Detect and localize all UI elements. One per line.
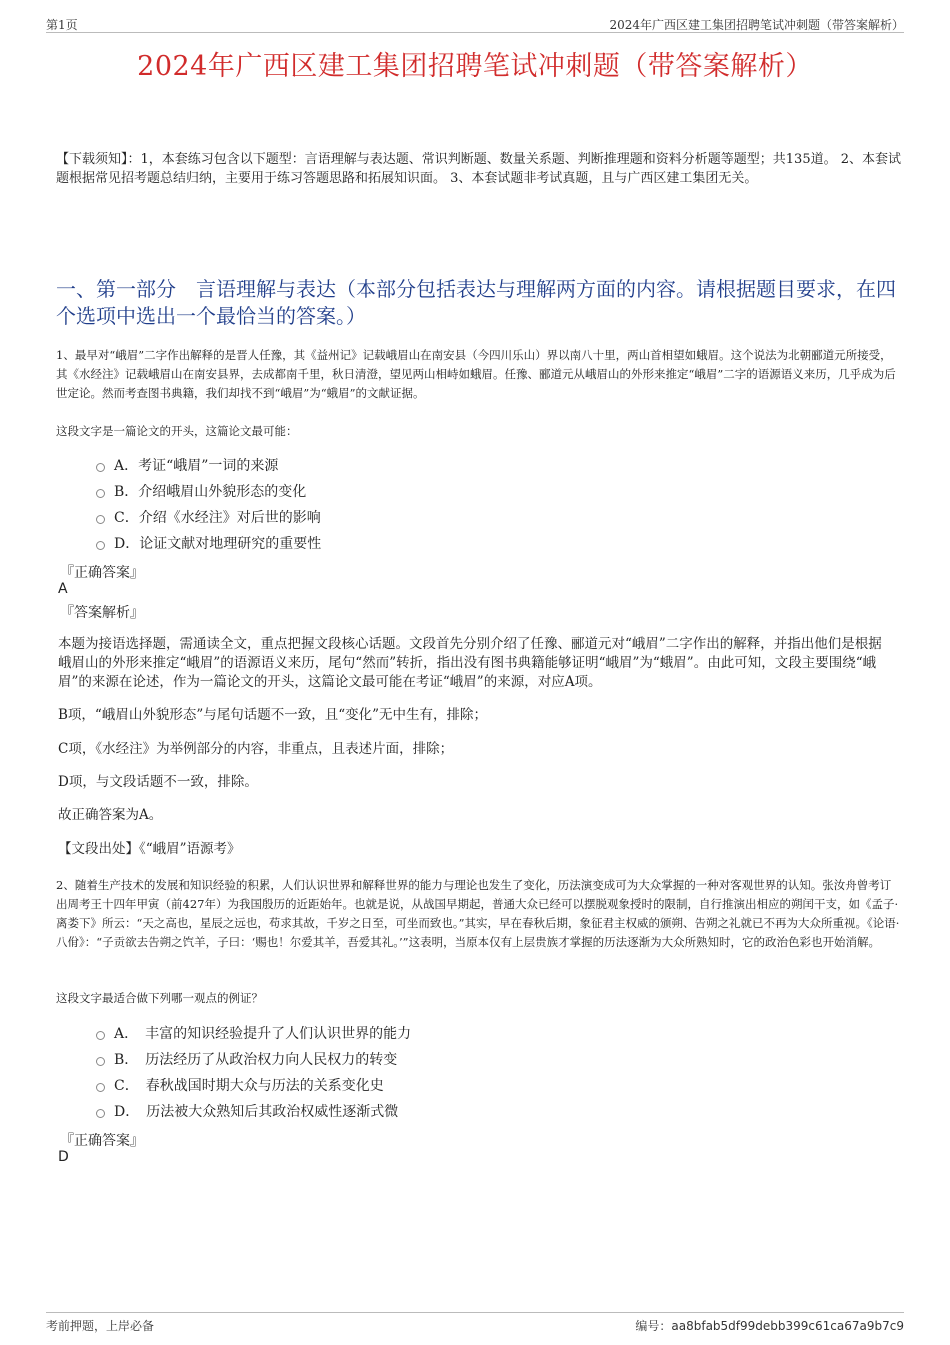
- question-1-prompt: 这段文字是一篇论文的开头，这篇论文最可能：: [56, 424, 298, 438]
- option-b[interactable]: B．介绍峨眉山外貌形态的变化: [96, 478, 321, 504]
- page-title: 2024年广西区建工集团招聘笔试冲刺题（带答案解析）: [137, 51, 813, 82]
- radio-icon[interactable]: [96, 1057, 105, 1066]
- radio-icon[interactable]: [96, 1083, 105, 1092]
- radio-icon[interactable]: [96, 515, 105, 524]
- radio-icon[interactable]: [96, 463, 105, 472]
- analysis-option-d: D项，与文段话题不一致，排除。: [58, 774, 258, 790]
- footer-code: 编号：aa8bfab5df99debb399c61ca67a9b7c9: [635, 1319, 904, 1333]
- page-header: [46, 14, 904, 33]
- footer-slogan: 考前押题，上岸必备: [46, 1319, 155, 1333]
- option-d[interactable]: D．论证文献对地理研究的重要性: [96, 530, 321, 556]
- radio-icon[interactable]: [96, 541, 105, 550]
- analysis-label: 『答案解析』: [60, 605, 144, 621]
- page-number: 第1页: [46, 18, 78, 32]
- option-a[interactable]: A．考证“峨眉”一词的来源: [96, 452, 321, 478]
- question-2-prompt: 这段文字最适合做下列哪一观点的例证？: [56, 991, 263, 1005]
- download-notice: 【下载须知】：1，本套练习包含以下题型：言语理解与表达题、常识判断题、数量关系题、判断推理题和资料分析题等题型；共135道。 2、本套试题根据常见招考题总结归纳，主要用于练习答题思路和拓展知识面。 3、本套试题非考试真题，且与广西区建工集团无关。: [56, 152, 901, 186]
- option-a[interactable]: A． 丰富的知识经验提升了人们认识世界的能力: [96, 1020, 411, 1046]
- option-d[interactable]: D． 历法被大众熟知后其政治权威性逐渐式微: [96, 1098, 411, 1124]
- header-doc-title: 2024年广西区建工集团招聘笔试冲刺题（带答案解析）: [609, 18, 904, 32]
- question-2-options: [96, 1020, 411, 1124]
- question-1-text: 1、最早对“峨眉”二字作出解释的是晋人任豫，其《益州记》记载峨眉山在南安县（今四川乐山）界以南八十里，两山首相望如蛾眉。这个说法为北朝郦道元所接受，其《水经注》记载峨眉山在南安县界，去成都南千里，秋日清澄，望见两山相峙如蛾眉。任豫、郦道元从峨眉山的外形来推定“峨眉”二字的语源语义来历，几乎成为后世定论。然而考查图书典籍，我们却找不到“峨眉”为“蛾眉”的文献证据。: [56, 348, 896, 400]
- source-citation: 【文段出处】《“峨眉”语源考》: [58, 841, 241, 857]
- analysis-paragraph: 本题为接语选择题，需通读全文，重点把握文段核心话题。文段首先分别介绍了任豫、郦道元对“峨眉”二字作出的解释，并指出他们是根据峨眉山的外形来推定“峨眉”的语源语义来历，尾句“然而”转折，指出没有图书典籍能够证明“峨眉”为“蛾眉”。由此可知，文段主要围绕“峨眉”的来源在论述，作为一篇论文的开头，这篇论文最可能在考证“峨眉”的来源，对应A项。: [58, 636, 882, 690]
- option-c[interactable]: C． 春秋战国时期大众与历法的关系变化史: [96, 1072, 411, 1098]
- radio-icon[interactable]: [96, 489, 105, 498]
- radio-icon[interactable]: [96, 1109, 105, 1118]
- option-b[interactable]: B． 历法经历了从政治权力向人民权力的转变: [96, 1046, 411, 1072]
- answer-value: A: [58, 581, 68, 597]
- question-1-options: [96, 452, 321, 556]
- option-c[interactable]: C．介绍《水经注》对后世的影响: [96, 504, 321, 530]
- analysis-option-c: C项，《水经注》为举例部分的内容，非重点，且表述片面，排除；: [58, 741, 454, 757]
- section-heading: 一、第一部分 言语理解与表达（本部分包括表达与理解两方面的内容。请根据题目要求，在四个选项中选出一个最恰当的答案。）: [56, 277, 896, 328]
- radio-icon[interactable]: [96, 1031, 105, 1040]
- answer-label: 『正确答案』: [60, 565, 144, 581]
- page-footer: [46, 1312, 904, 1333]
- analysis-option-b: B项，“峨眉山外貌形态”与尾句话题不一致，且“变化”无中生有，排除；: [58, 707, 488, 723]
- answer-label: 『正确答案』: [60, 1133, 144, 1149]
- question-2-text: 2、随着生产技术的发展和知识经验的积累，人们认识世界和解释世界的能力与理论也发生了变化，历法演变成可为大众掌握的一种对客观世界的认知。张汝舟曾考订出周考王十四年甲寅（前427年）为我国殷历的近距始年。也就是说，从战国早期起，普通大众已经可以摆脱观象授时的限制，自行推演出相应的朔闰干支，如《孟子·离娄下》所云：“天之高也，星辰之远也，苟求其故，千岁之日至，可坐而致也。”其实，早在春秋后期，象征君主权威的颁朔、告朔之礼就已不再为大众所重视。《论语·八佾》：“子贡欲去告朔之饩羊，子曰：‘赐也！尔爱其羊，吾爱其礼。’”这表明，当原本仅有上层贵族才掌握的历法逐渐为大众所熟知时，它的政治色彩也开始消解。: [56, 878, 900, 949]
- answer-value: D: [58, 1149, 69, 1165]
- analysis-conclusion: 故正确答案为A。: [58, 807, 163, 823]
